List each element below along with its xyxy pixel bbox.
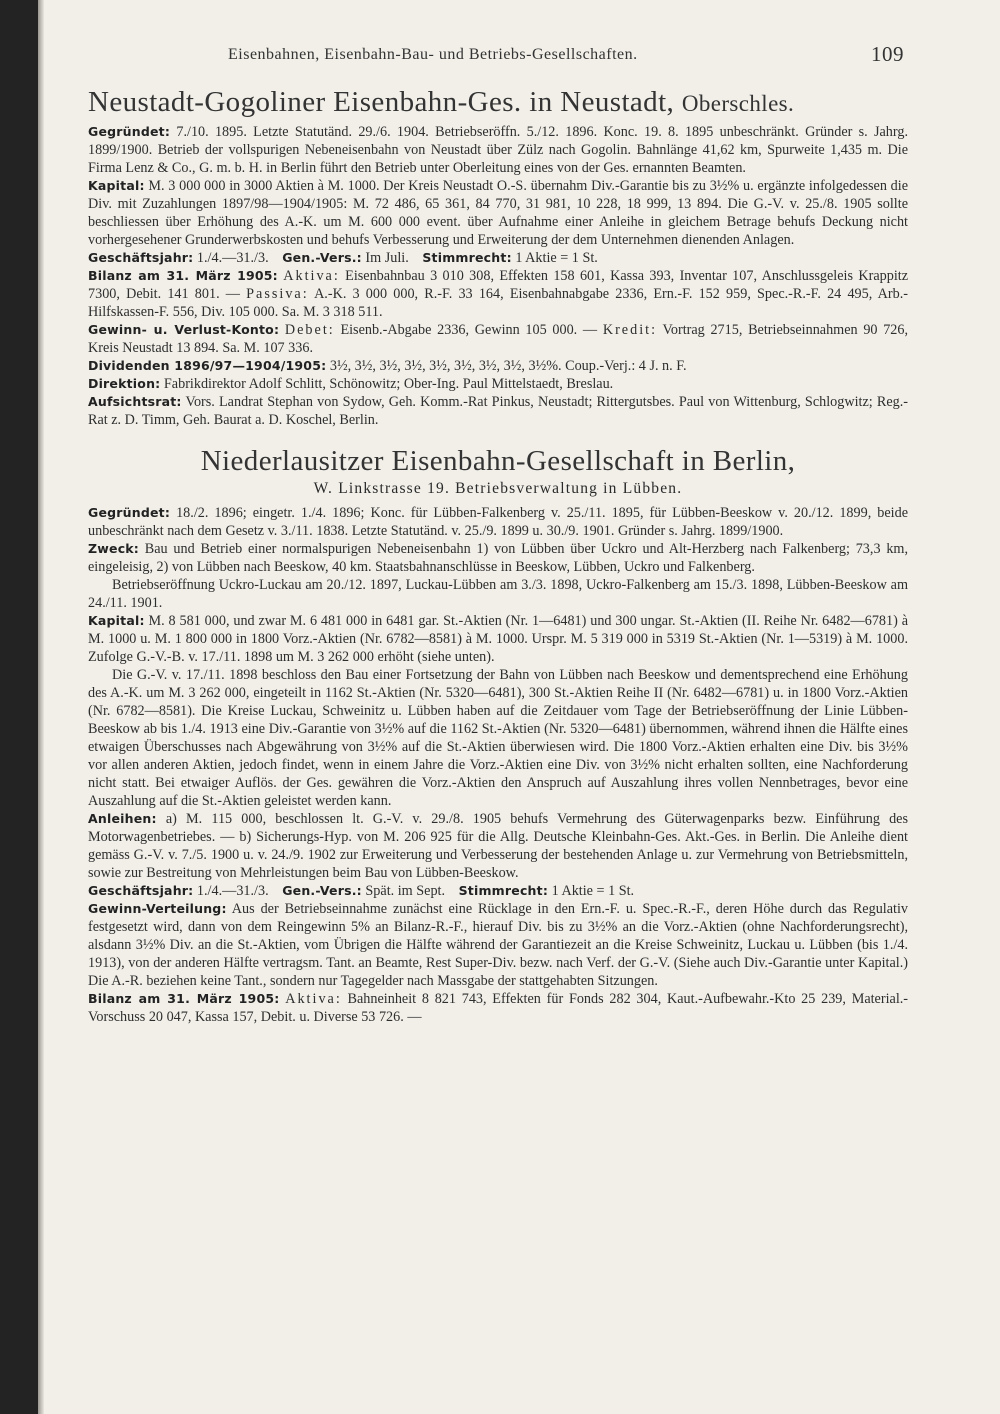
entry1-aufsichtsrat-text: Vors. Landrat Stephan von Sydow, Geh. Komm.-Rat Pinkus, Neustadt; Rittergutsbes. Paul von Wittenburg, Schlogwitz; Reg.-Rat z. D. Timm, Geh. Baurat a. D. Koschel, Berlin. xyxy=(88,394,908,428)
entry1-gj-label: Geschäftsjahr: xyxy=(88,250,194,265)
entry1-direktion xyxy=(88,375,908,393)
entry2-anleihen xyxy=(88,810,908,882)
entry2-genvers-label: Gen.-Vers.: xyxy=(282,883,362,898)
entry2-gegruendet-label: Gegründet: xyxy=(88,505,171,520)
entry2-zweck-text: Bau und Betrieb einer normalspurigen Nebeneisenbahn 1) von Lübben über Uckro und Alt-Herzberg nach Falkenberg; 73,3 km, eingeleisig, 2) von Lübben nach Beeskow, 40 km. Staatsbahnanschlüsse in Beeskow, Lübben, Uckro und Falkenberg. xyxy=(88,541,908,575)
entry1-dividenden-label: Dividenden 1896/97—1904/1905: xyxy=(88,358,327,373)
entry2-stimm-label: Stimmrecht: xyxy=(458,883,549,898)
entry2-gewinnverteilung xyxy=(88,900,908,990)
entry1-stimm-label: Stimmrecht: xyxy=(422,250,512,265)
entry2-kapital-gv: Die G.-V. v. 17./11. 1898 beschloss den Bau einer Fortsetzung der Bahn von Lübben nach Beeskow und dementsprechend eine Erhöhung des A.-K. um M. 3 262 000, eingeteilt in 1162 St.-Aktien (Nr. 5320—6481), 300 St.-Aktien Reihe II (Nr. 6482—6781) u. in 1800 Vorz.-Aktien (Nr. 6782—8581). Die Kreise Luckau, Schweinitz u. Lübben haben auf die Zeitdauer vom Tage der Betriebseröffnung der Linie Lübben-Beeskow ab bis 1./4. 1913 eine Div.-Garantie von 3½% auf die 1162 St.-Aktien (Nr. 5320—6481) übernommen, während ihnen die Hälfte eines etwaigen Überschusses nach Abgewährung von 3½% auf die St.-Aktien überwiesen wird. Die 1800 Vorz.-Aktien erhalten eine Div. bis 3½% vor allen anderen Aktien, jedoch findet, wenn in einem Jahre die Vorz.-Aktien eine Div. von 3½% nicht erhalten sollten, eine Nachforderung nicht statt. Bei etwaiger Auflös. der Ges. gewähren die Vorz.-Aktien den Anspruch auf Auszahlung ihres vollen Nennbetrages, bevor eine Auszahlung auf die St.-Aktien geleistet werden kann. xyxy=(88,667,908,809)
entry1-aktiva-label: Aktiva: xyxy=(283,268,340,284)
entry2-stimm-text: 1 Aktie = 1 St. xyxy=(551,883,635,899)
entry1-aktiva-text: Eisenbahnbau 3 010 308, Effekten 158 601, Kassa 393, Inventar 107, Anschlussgeleis Krappitz 7300, Debit. 141 801. — xyxy=(88,268,909,302)
entry1-bilanz-label: Bilanz am 31. März 1905: xyxy=(88,268,278,283)
entry1-gewinn xyxy=(88,321,908,357)
entry2-kapital xyxy=(88,612,908,666)
entry2-subtitle: W. Linkstrasse 19. Betriebsverwaltung in Lübben. xyxy=(313,480,683,497)
entry2-bilanz-label: Bilanz am 31. März 1905: xyxy=(88,991,280,1006)
entry1-kapital-label: Kapital: xyxy=(88,178,145,193)
entry1-gegruendet xyxy=(88,123,908,177)
running-head xyxy=(88,40,908,72)
entry2-anleihen-text: a) M. 115 000, beschlossen lt. G.-V. v. 29./8. 1905 behufs Vermehrung des Güterwagenparks bezw. Einführung des Motorwagenbetriebes. — b) Sicherungs-Hyp. von M. 206 925 für die Allg. Deutsche Kleinbahn-Ges. Akt.-Ges. in Berlin. Die Anleihe dient gemäss G.-V. v. 7./5. 1900 u. v. 24./9. 1902 zur Erweiterung und Verbesserung der bestehenden Anlage u. zur Vermehrung von Betriebsmitteln, sowie zur Bestreitung von Mehrleistungen beim Bau von Lübben-Beeskow. xyxy=(88,811,909,881)
entry1-title xyxy=(88,86,908,119)
entry2-aktiva-label: Aktiva: xyxy=(285,991,342,1007)
entry1-bilanz xyxy=(88,267,908,321)
entry2-title: Niederlausitzer Eisenbahn-Gesellschaft in Berlin, xyxy=(200,445,796,477)
binding-edge xyxy=(38,0,44,1414)
entry2-gewinnverteilung-text: Aus der Betriebseinnahme zunächst eine Rücklage in den Ern.-F. u. Spec.-R.-F., deren Höhe durch das Regulativ festgesetzt wird, dann von dem Reingewinn 5% an Bilanz-R.-F., hierauf Div. bis zu 3½% an die Vorz.-Aktien (ohne Nachforderungsrecht), alsdann 3½% Div. an die St.-Aktien, vom Übrigen die Hälfte während der Garantiezeit an die Kreise Schweinitz, Luckau u. Lübben (bis 1./4. 1913), von der anderen Hälfte vertragsm. Tant. an Beamte, Rest Super-Div. bezw. nach Verf. der G.-V. (Siehe auch Div.-Garantie unter Kapital.) Die A.-R. beziehen keine Tant., sondern nur Tagegelder nach Massgabe der stattgehabten Sitzungen. xyxy=(88,901,909,989)
entry1-gegruendet-text: 7./10. 1895. Letzte Statutänd. 29./6. 1904. Betriebseröffn. 5./12. 1896. Konc. 19. 8. 1895 unbeschränkt. Gründer s. Jahrg. 1899/1900. Betrieb der vollspurigen Nebeneisenbahn von Neustadt über Zülz nach Gogolin. Bahnlänge 41,62 km, Spurweite 1,435 m. Die Firma Lenz & Co., G. m. b. H. in Berlin führt den Betrieb unter Oberleitung eines von der Ges. ernannten Beamten. xyxy=(88,124,909,176)
entry1-gegruendet-label: Gegründet: xyxy=(88,124,171,139)
entry1-title-main: Neustadt-Gogoliner Eisenbahn-Ges. in Neustadt, xyxy=(88,86,675,118)
page-number: 109 xyxy=(871,42,904,66)
entry1-gewinn-label: Gewinn- u. Verlust-Konto: xyxy=(88,322,280,337)
page xyxy=(88,40,908,1400)
entry1-geschaeftsjahr xyxy=(88,249,908,267)
entry1-aufsichtsrat-label: Aufsichtsrat: xyxy=(88,394,182,409)
entry1-kredit-text: Vortrag 2715, Betriebseinnahmen 90 726, Kreis Neustadt 13 894. Sa. M. 107 336. xyxy=(88,322,909,356)
entry2-anleihen-label: Anleihen: xyxy=(88,811,157,826)
entry1-direktion-label: Direktion: xyxy=(88,376,161,391)
entry2-gegruendet xyxy=(88,504,908,540)
entry1-genvers-label: Gen.-Vers.: xyxy=(282,250,362,265)
entry1-dividenden-text: 3½, 3½, 3½, 3½, 3½, 3½, 3½, 3½, 3½%. Coup.-Verj.: 4 J. n. F. xyxy=(329,358,687,374)
entry2-zweck-betrieb: Betriebseröffnung Uckro-Luckau am 20./12. 1897, Luckau-Lübben am 3./3. 1898, Uckro-Falkenberg am 15./3. 1898, Lübben-Beeskow am 24./11. 1901. xyxy=(88,577,908,611)
entry2-genvers-text: Spät. im Sept. xyxy=(365,883,446,899)
entry1-dividenden xyxy=(88,357,908,375)
entry2-gewinnverteilung-label: Gewinn-Verteilung: xyxy=(88,901,227,916)
entry1-debet-text: Eisenb.-Abgabe 2336, Gewinn 105 000. — xyxy=(340,322,598,338)
entry1-passiva-label: Passiva: xyxy=(246,286,309,302)
entry2-kapital-text: M. 8 581 000, und zwar M. 6 481 000 in 6481 gar. St.-Aktien (Nr. 1—6481) und 300 ungar. St.-Aktien (II. Reihe Nr. 6482—6781) à M. 1000 u. M. 1 800 000 in 1800 Vorz.-Aktien (Nr. 6782—8581) à M. 1000. Urspr. M. 5 319 000 in 5319 St.-Aktien (Nr. 1—5319) à M. 1000. Zufolge G.-V.-B. v. 17./11. 1898 um M. 3 262 000 erhöht (siehe unten). xyxy=(88,613,909,665)
entry2-geschaeftsjahr xyxy=(88,882,908,900)
entry1-aufsichtsrat xyxy=(88,393,908,429)
entry2-bilanz xyxy=(88,990,908,1026)
entry2-gj-text: 1./4.—31./3. xyxy=(196,883,269,899)
entry1-genvers-text: Im Juli. xyxy=(365,250,409,266)
entry1-stimm-text: 1 Aktie = 1 St. xyxy=(515,250,598,266)
entry2-kapital-label: Kapital: xyxy=(88,613,145,628)
entry2-gegruendet-text: 18./2. 1896; eingetr. 1./4. 1896; Konc. für Lübben-Falkenberg v. 25./11. 1895, für Lübben-Beeskow v. 20./12. 1899, beide unbeschränkt nach dem Gesetz v. 3./11. 1838. Letzte Statutänd. v. 25./9. 1899 u. 30./9. 1901. Gründer s. Jahrg. 1899/1900. xyxy=(88,505,908,539)
entry1-direktion-text: Fabrikdirektor Adolf Schlitt, Schönowitz; Ober-Ing. Paul Mittelstaedt, Breslau. xyxy=(163,376,614,392)
running-title: Eisenbahnen, Eisenbahn-Bau- und Betriebs-Gesellschaften. xyxy=(228,46,638,63)
entry1-debet-label: Debet: xyxy=(284,322,335,338)
entry2-zweck xyxy=(88,540,908,576)
entry2-aktiva-text: Bahneinheit 8 821 743, Effekten für Fonds 282 304, Kaut.-Aufbewahr.-Kto 25 239, Material.-Vorschuss 20 047, Kassa 157, Debit. u. Diverse 53 726. — xyxy=(88,991,909,1025)
entry2-zweck-label: Zweck: xyxy=(88,541,140,556)
entry1-passiva-text: A.-K. 3 000 000, R.-F. 33 164, Eisenbahnabgabe 2336, Ern.-F. 152 959, Spec.-R.-F. 24 495, Arb.-Hilfskassen-F. 556, Div. 105 000. Sa. M. 3 318 511. xyxy=(88,286,909,320)
entry1-gj-text: 1./4.—31./3. xyxy=(196,250,269,266)
entry1-kapital xyxy=(88,177,908,249)
entry1-kredit-label: Kredit: xyxy=(602,322,658,338)
entry2-gj-label: Geschäftsjahr: xyxy=(88,883,194,898)
entry1-kapital-text: M. 3 000 000 in 3000 Aktien à M. 1000. Der Kreis Neustadt O.-S. übernahm Div.-Garantie bis zu 3½% u. ergänzte infolgedessen die Div. mit Zuzahlungen 1897/98—1904/1905: M. 72 486, 65 361, 84 770, 31 981, 10 228, 18 999, 13 894. Die G.-V. v. 25./8. 1905 sollte beschliessen über Erhöhung des A.-K. um M. 600 000 event. über Aufnahme einer Anleihe in gleichem Betrage behufs Deckung nicht vorhergesehener Grunderwerbskosten und behufs Verbesserung und Erweiterung der dem Unternehmen dienenden Anlagen. xyxy=(88,178,909,248)
book-binding xyxy=(0,0,38,1414)
entry1-title-loc: Oberschles. xyxy=(681,91,795,116)
